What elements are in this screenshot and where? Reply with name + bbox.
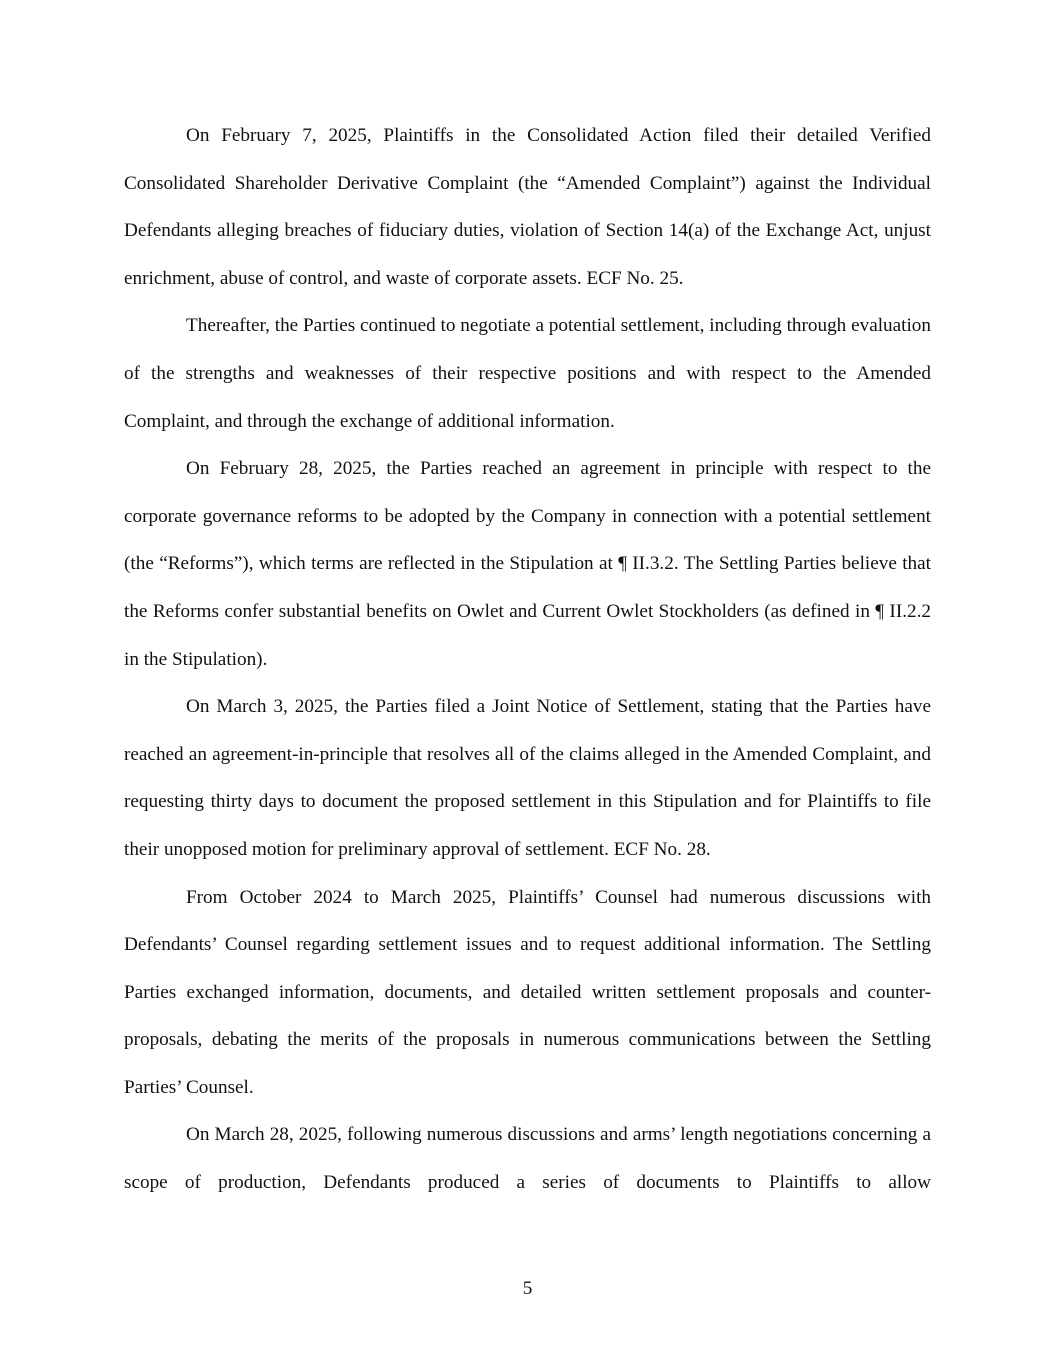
paragraph-joint-notice: On March 3, 2025, the Parties filed a Joint Notice of Settlement, stating that the Parties have reached an agreement-in-principle that resolves all of the claims alleged in the Amended Complaint, and requesting thirty days to document the proposed settlement in this Stipulation and for Plaintiffs to file their unopposed motion for preliminary approval of settlement. ECF No. 28. — [124, 696, 931, 860]
paragraph-reforms-agreement: On February 28, 2025, the Parties reached an agreement in principle with respect to the corporate governance reforms to be adopted by the Company in connection with a potential settlement (the “Reforms”), which terms are reflected in the Stipulation at ¶ II.3.2. The Settling Parties believe that the Reforms confer substantial benefits on Owlet and Current Owlet Stockholders (as defined in ¶ II.2.2 in the Stipulation). — [124, 458, 931, 670]
paragraph-counsel-discussions: From October 2024 to March 2025, Plaintiffs’ Counsel had numerous discussions with Defendants’ Counsel regarding settlement issues and to request additional information. The Settling Parties exchanged information, documents, and detailed written settlement proposals and counter-proposals, debating the merits of the proposals in numerous communications between the Settling Parties’ Counsel. — [124, 886, 931, 1098]
paragraph-amended-complaint: On February 7, 2025, Plaintiffs in the Consolidated Action filed their detailed Verified Consolidated Shareholder Derivative Complaint (the “Amended Complaint”) against the Individual Defendants alleging breaches of fiduciary duties, violation of Section 14(a) of the Exchange Act, unjust enrichment, abuse of control, and waste of corporate assets. ECF No. 25. — [124, 125, 931, 289]
page-number: 5 — [522, 1278, 533, 1299]
document-body — [124, 112, 931, 1207]
paragraph-negotiation: Thereafter, the Parties continued to negotiate a potential settlement, including through evaluation of the strengths and weaknesses of their respective positions and with respect to the Amended Complaint, and through the exchange of additional information. — [124, 315, 931, 432]
paragraph-document-production: On March 28, 2025, following numerous discussions and arms’ length negotiations concerning a scope of production, Defendants produced a series of documents to Plaintiffs to allow — [124, 1124, 931, 1194]
